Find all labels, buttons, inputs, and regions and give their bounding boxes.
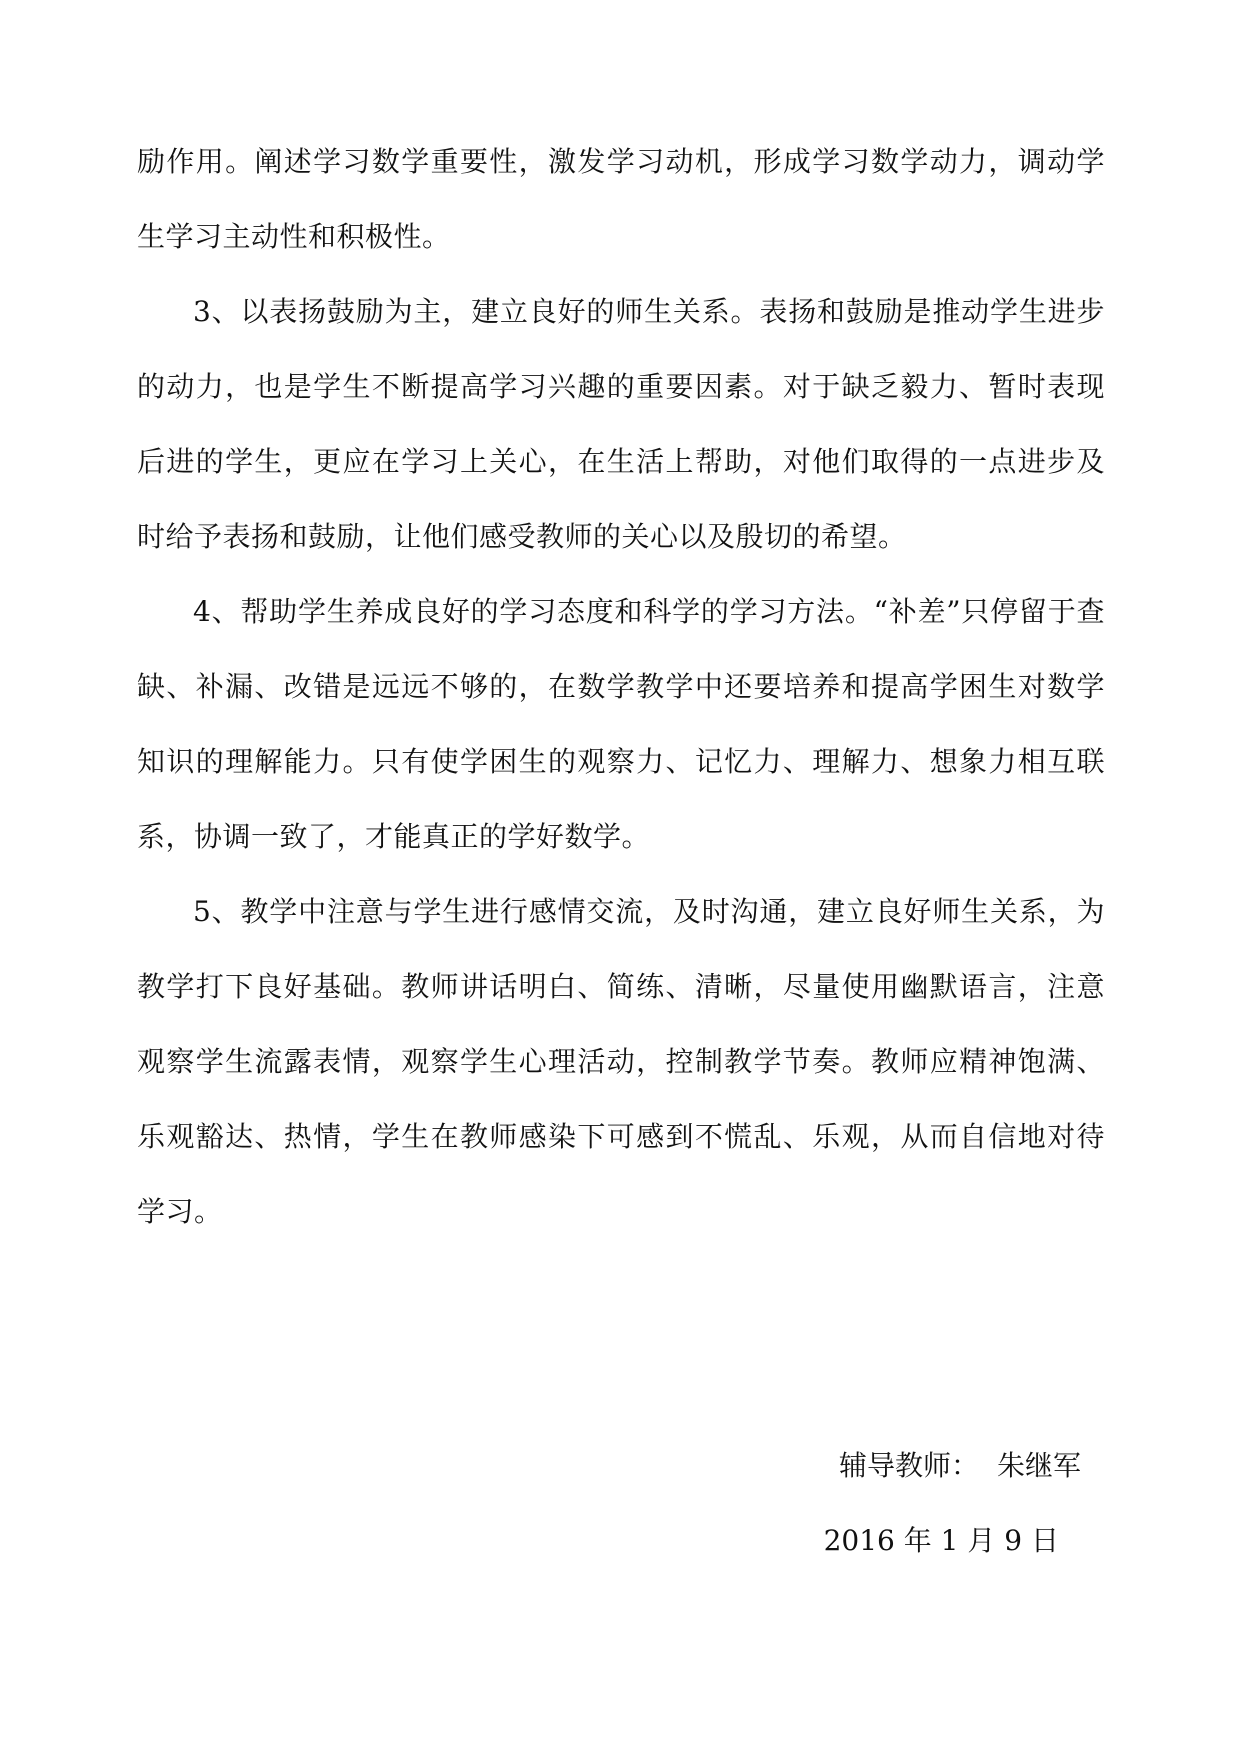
signature-name: 朱继军 bbox=[996, 1449, 1081, 1482]
paragraph-item-4: 4、帮助学生养成良好的学习态度和科学的学习方法。“补差”只停留于查缺、补漏、改错是远远不够的，在数学教学中还要培养和提高学困生对数学知识的理解能力。只有使学困生的观察力、记忆力、理解力、想象力相互联系，协调一致了，才能真正的学好数学。 bbox=[137, 595, 1105, 853]
document-body bbox=[137, 124, 1105, 1249]
paragraph-continuation: 励作用。阐述学习数学重要性，激发学习动机，形成学习数学动力，调动学生学习主动性和积极性。 bbox=[137, 145, 1105, 253]
signature-block bbox=[681, 1428, 1081, 1578]
signature-line bbox=[681, 1428, 1081, 1503]
signature-label: 辅导教师： bbox=[838, 1449, 979, 1482]
paragraph-item-3: 3、以表扬鼓励为主，建立良好的师生关系。表扬和鼓励是推动学生进步的动力，也是学生不断提高学习兴趣的重要因素。对于缺乏毅力、暂时表现后进的学生，更应在学习上关心，在生活上帮助，对他们取得的一点进步及时给予表扬和鼓励，让他们感受教师的关心以及殷切的希望。 bbox=[137, 295, 1105, 553]
paragraph-item-5: 5、教学中注意与学生进行感情交流，及时沟通，建立良好师生关系，为教学打下良好基础。教师讲话明白、简练、清晰，尽量使用幽默语言，注意观察学生流露表情，观察学生心理活动，控制教学节奏。教师应精神饱满、乐观豁达、热情，学生在教师感染下可感到不慌乱、乐观，从而自信地对待学习。 bbox=[137, 895, 1105, 1228]
signature-date: 2016 年 1 月 9 日 bbox=[823, 1524, 1059, 1557]
